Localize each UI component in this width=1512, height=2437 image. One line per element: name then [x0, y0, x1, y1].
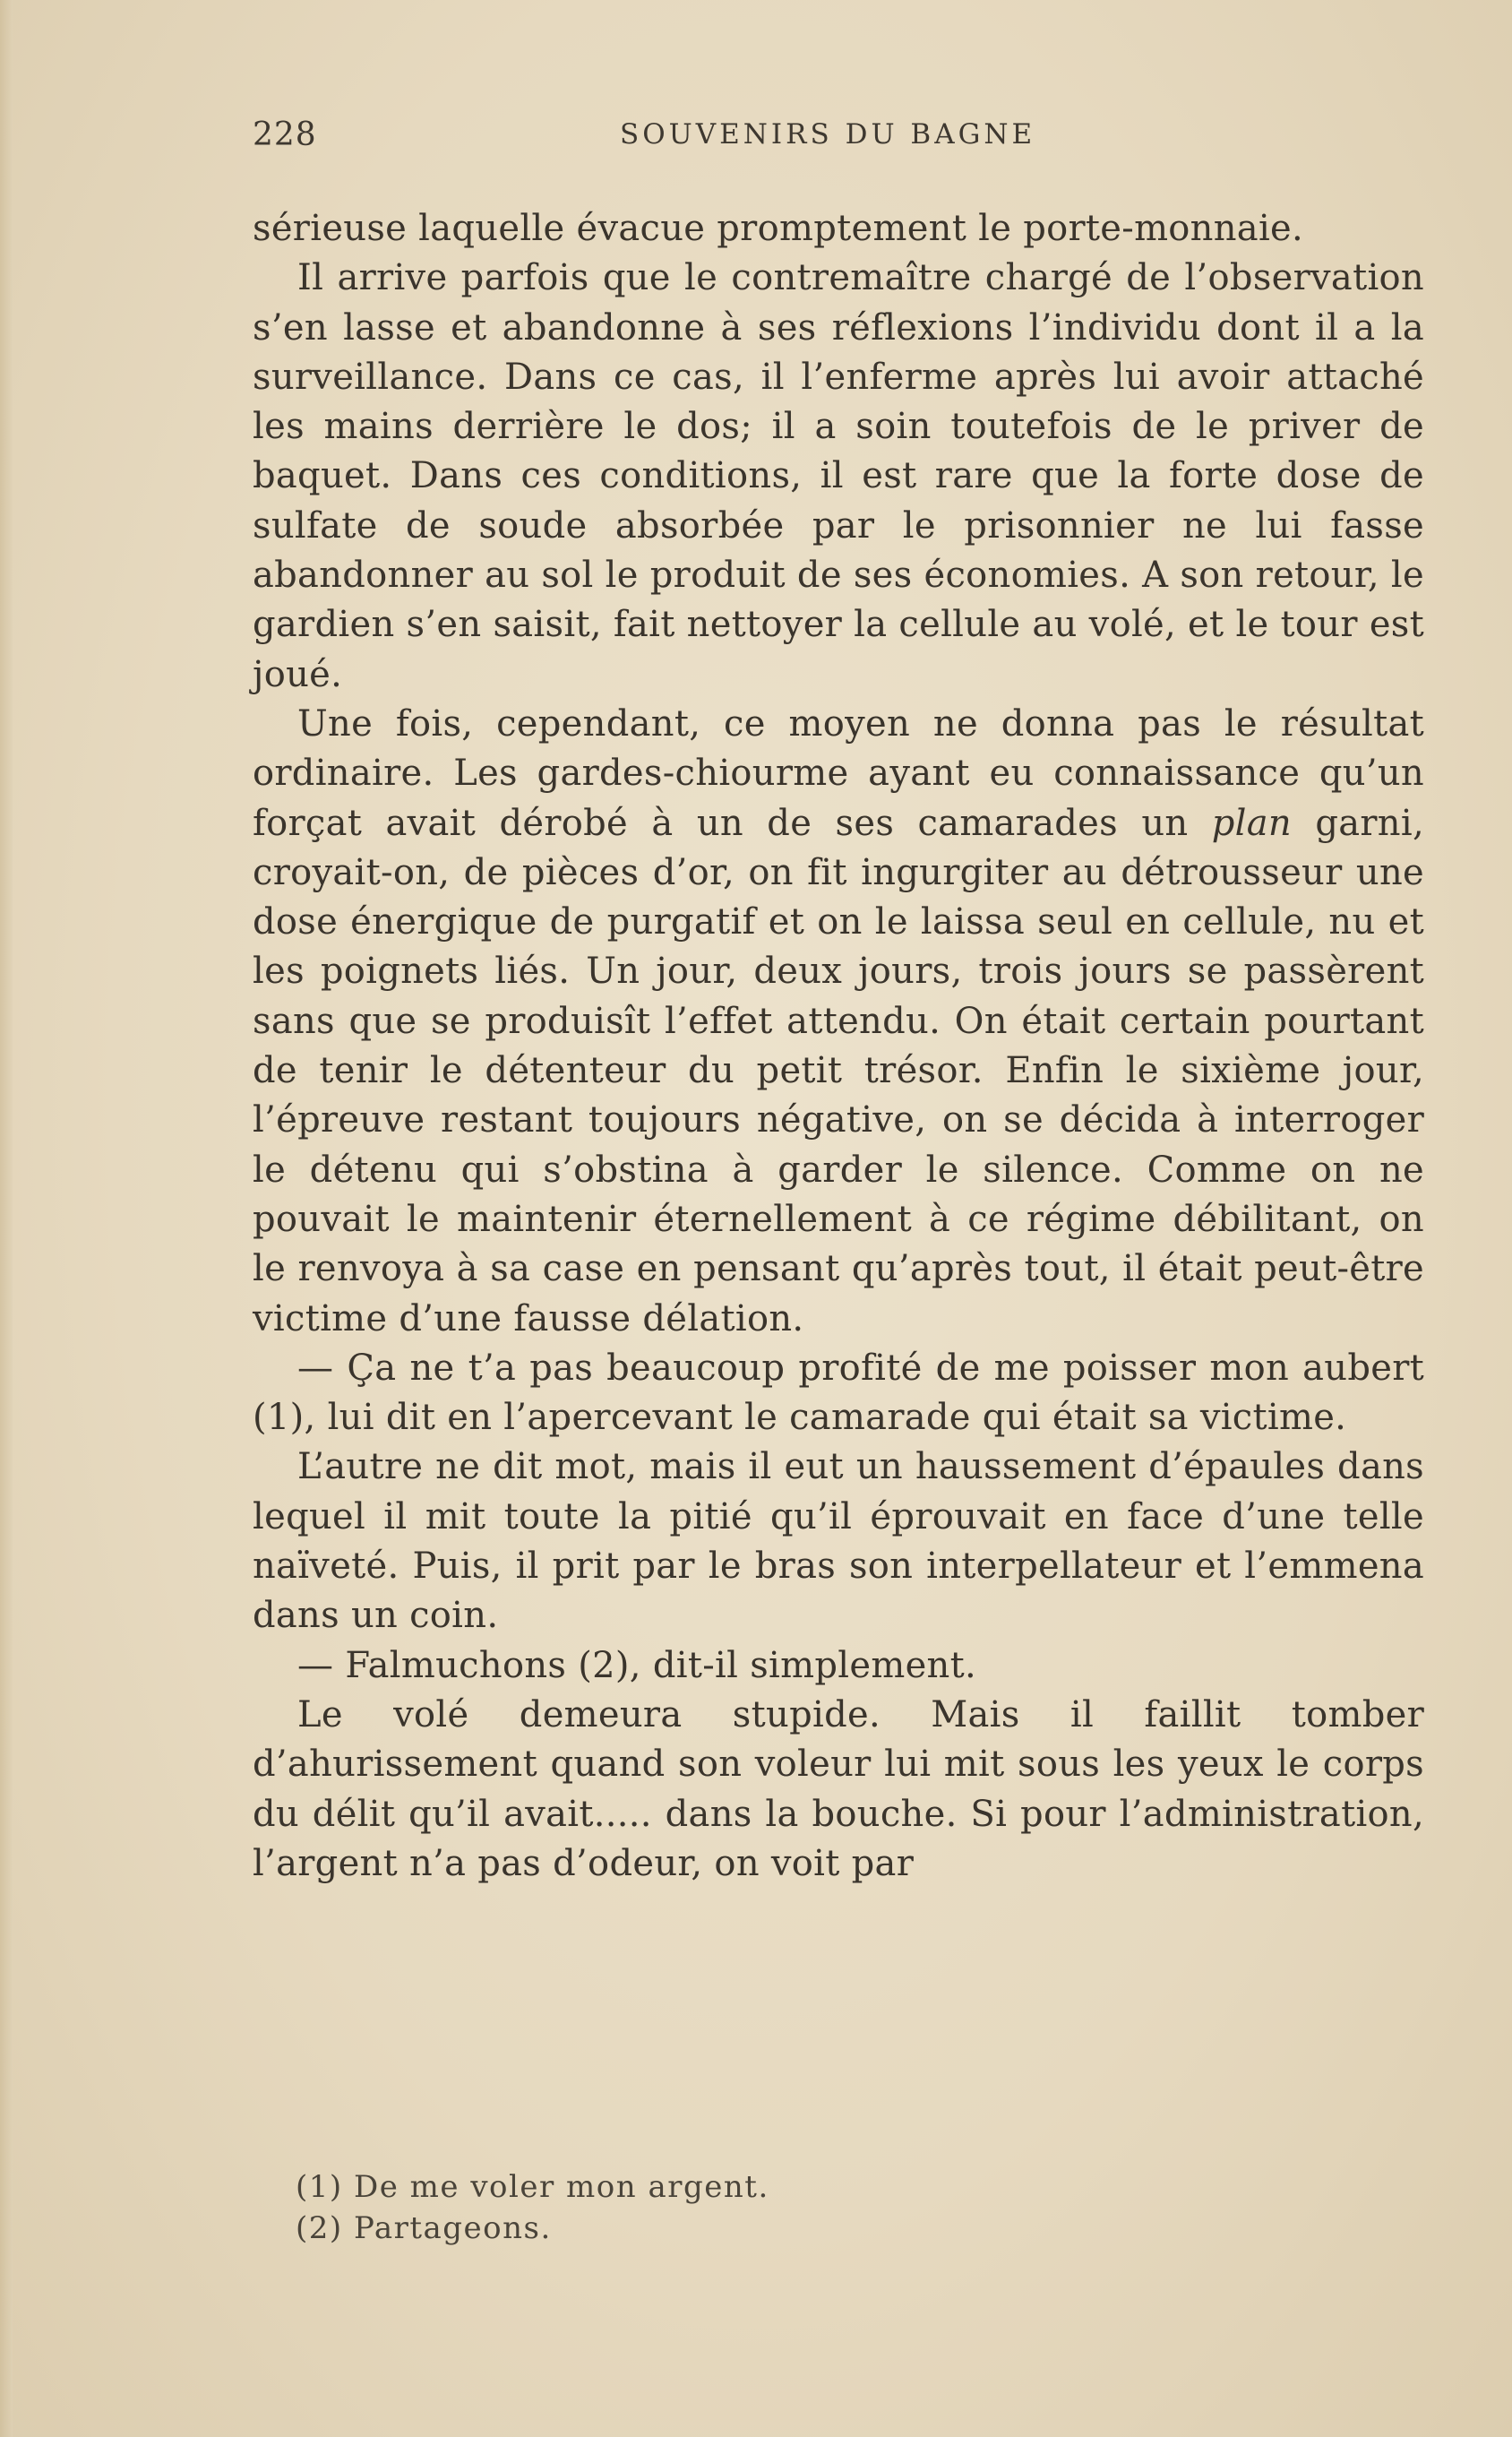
paragraph [253, 700, 1424, 1344]
paragraph-text: Une fois, cependant, ce moyen ne donna pas le résultat ordinaire. Les gardes-chiourme ayant eu connaissance qu’un forçat avait dérobé à un de ses camarades un [253, 702, 1424, 844]
body-text [253, 204, 1424, 1889]
footnotes [296, 2166, 1281, 2249]
footnote-2: (2) Partageons. [296, 2210, 552, 2246]
paragraph-text: sérieuse laquelle évacue promptement le porte-monnaie. [253, 208, 1304, 249]
paragraph-text: — Falmuchons (2), dit-il simplement. [297, 1644, 976, 1686]
page-edge [0, 0, 13, 2437]
paragraph-text: L’autre ne dit mot, mais il eut un haussement d’épaules dans lequel il mit toute la pitié qu’il éprouvait en face d’une telle naïveté. Puis, il prit par le bras son interpellateur et l’emmena dans un coin. [253, 1446, 1424, 1637]
paragraph [253, 1442, 1424, 1640]
paragraph [253, 1691, 1424, 1889]
paragraph-text: Le volé demeura stupide. Mais il faillit tomber d’ahurissement quand son voleur lui mit sous les yeux le corps du délit qu’il avait..... dans la bouche. Si pour l’administration, l’argent n’a pas d’odeur, on voit par [253, 1693, 1424, 1884]
paragraph [253, 1641, 1424, 1691]
paragraph [253, 204, 1424, 254]
footnote-1: (1) De me voler mon argent. [296, 2169, 769, 2205]
paragraph [253, 1344, 1424, 1443]
paragraph-text: Il arrive parfois que le contremaître chargé de l’observation s’en lasse et abandonne à ses réflexions l’individu dont il a la surveillance. Dans ce cas, il l’enferme après lui avoir attaché les mains derrière le dos; il a soin toutefois de le priver de baquet. Dans ces conditions, il est rare que la forte dose de sulfate de soude absorbée par le prisonnier ne lui fasse abandonner au sol le produit de ses économies. A son retour, le gardien s’en saisit, fait nettoyer la cellule au volé, et le tour est joué. [253, 257, 1424, 695]
running-title: SOUVENIRS DU BAGNE [620, 118, 1036, 151]
paragraph [253, 254, 1424, 700]
page-number: 228 [253, 116, 317, 153]
italic-text: plan [1211, 802, 1292, 844]
paragraph-text: — Ça ne t’a pas beaucoup profité de me poisser mon aubert (1), lui dit en l’apercevant le camarade qui était sa victime. [253, 1347, 1424, 1439]
page-header [253, 116, 1424, 161]
paragraph-text: garni, croyait-on, de pièces d’or, on fit ingurgiter au détrousseur une dose énergique de purgatif et on le laissa seul en cellule, nu et les poignets liés. Un jour, deux jours, trois jours se passèrent sans que se produisît l’effet attendu. On était certain pourtant de tenir le détenteur du petit trésor. Enfin le sixième jour, l’épreuve restant toujours négative, on se décida à interroger le détenu qui s’obstina à garder le silence. Comme on ne pouvait le maintenir éternellement à ce régime débilitant, on le renvoya à sa case en pensant qu’après tout, il était peut-être victime d’une fausse délation. [253, 802, 1424, 1339]
